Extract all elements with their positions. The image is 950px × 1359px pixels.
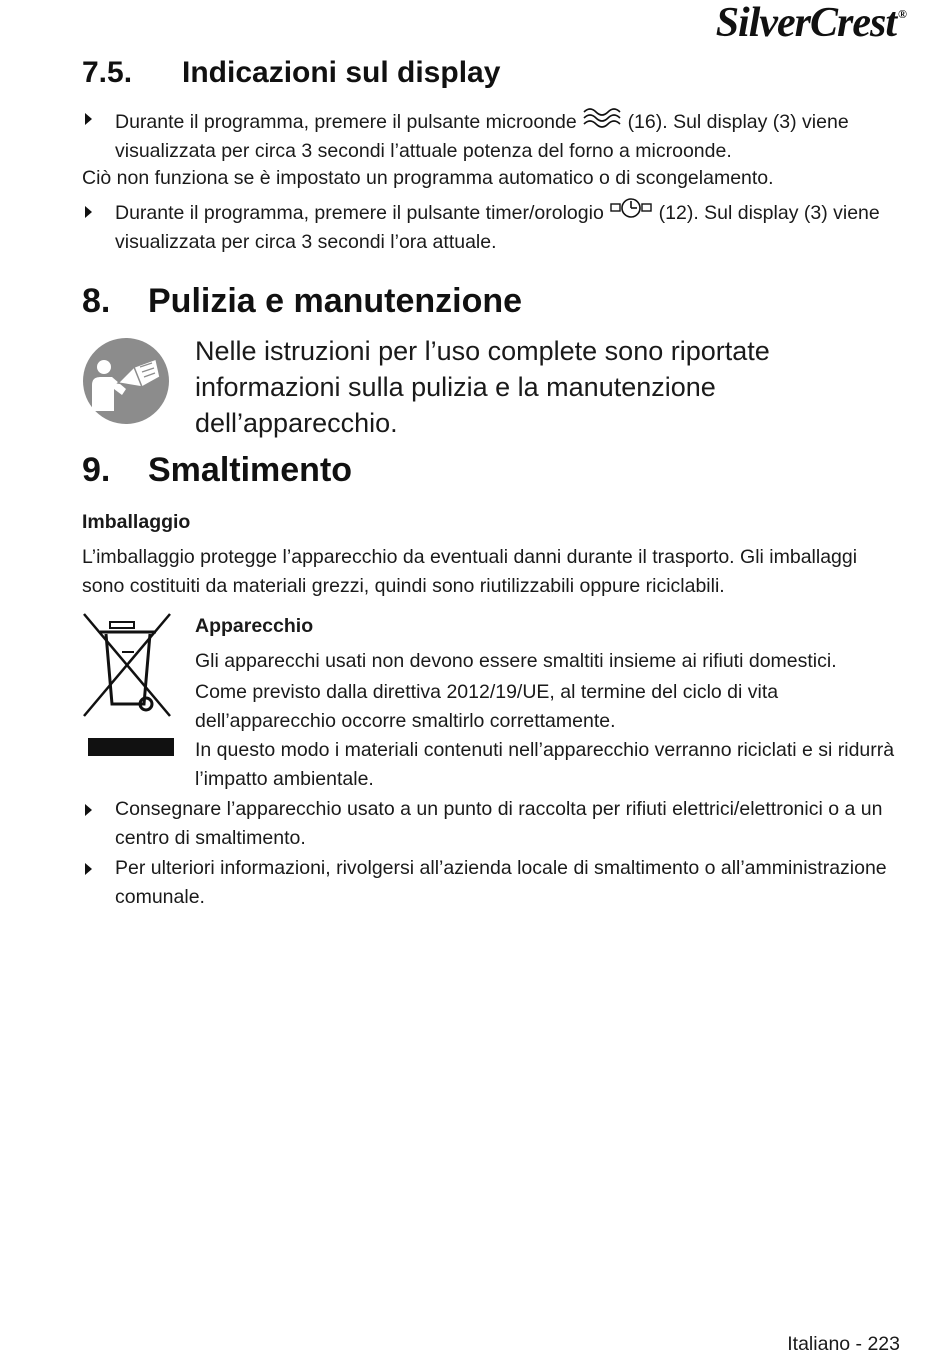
device-paragraph-2: Come previsto dalla direttiva 2012/19/UE, al termine del ciclo di vita dell’apparecchio occorre smaltirlo correttamente. [195, 681, 779, 732]
microwave-waves-icon [582, 104, 622, 130]
bullet-further-info: Per ulteriori informazioni, rivolgersi all’azienda locale di smaltimento o all’amministrazione comunale. [82, 854, 927, 912]
note-text: Ciò non funziona se è impostato un programma automatico o di scongelamento. [82, 167, 774, 189]
brand-logo: SilverCrest ® [715, 0, 906, 46]
page-footer: Italiano - 223 [787, 1333, 900, 1355]
device-paragraph-3: In questo modo i materiali contenuti nell’apparecchio verranno riciclati e si ridurrà l’impatto ambientale. [195, 739, 895, 790]
packaging-text: L’imballaggio protegge l’apparecchio da eventuali danni durante il trasporto. Gli imballaggi sono costituiti da materiali grezzi, quindi sono riutilizzabili oppure riciclabili. [82, 546, 858, 597]
device-paragraph-1: Gli apparecchi usati non devono essere smaltiti insieme ai rifiuti domestici. [195, 650, 837, 672]
device-heading: Apparecchio [195, 615, 314, 637]
bullet-microwave-power: Durante il programma, premere il pulsante microonde (16). Sul display (3) viene visualizzata per circa 3 secondi l’attuale potenza del forno a microonde. [82, 104, 927, 166]
section-heading-9: 9. Smaltimento [82, 451, 353, 489]
weee-crossed-bin-icon [82, 612, 174, 760]
section-heading-7-5: 7.5. Indicazioni sul display [82, 56, 501, 89]
bullet-timer-clock: Durante il programma, premere il pulsante timer/orologio (12). Sul display (3) viene visualizzata per circa 3 secondi l’ora attuale. [82, 197, 927, 257]
bullet-collection-point: Consegnare l’apparecchio usato a un punto di raccolta per rifiuti elettrici/elettronici o a un centro di smaltimento. [82, 795, 927, 853]
packaging-heading: Imballaggio [82, 511, 191, 533]
read-manual-icon [82, 337, 170, 425]
cleaning-info-text: Nelle istruzioni per l’uso complete sono riportate informazioni sulla pulizia e la manutenzione dell’apparecchio. [195, 336, 770, 438]
section-heading-8: 8. Pulizia e manutenzione [82, 282, 523, 320]
timer-clock-icon [609, 197, 653, 221]
